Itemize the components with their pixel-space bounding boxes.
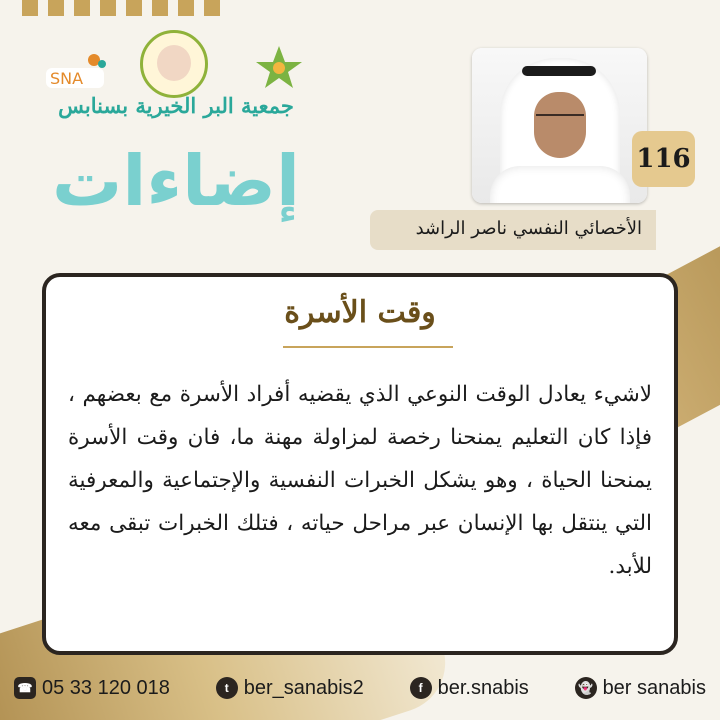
charity-emblem (140, 30, 208, 98)
twitter-contact[interactable] (216, 677, 364, 700)
phone-icon: ☎ (14, 677, 36, 699)
svg-text:SNA: SNA (50, 69, 84, 88)
twitter-handle: ber_sanabis2 (243, 676, 364, 699)
facebook-handle: ber.snabis (437, 676, 529, 699)
snapchat-handle: ber sanabis (602, 676, 706, 699)
charity-name: جمعية البر الخيرية بسنابس (58, 93, 294, 118)
ministry-logo (252, 42, 306, 96)
article-card (42, 273, 678, 655)
facebook-icon: f (410, 677, 432, 699)
contact-footer (14, 675, 706, 701)
article-body: لاشيء يعادل الوقت النوعي الذي يقضيه أفراد الأسرة مع بعضهم ، فإذا كان التعليم يمنحنا رخصة لمزاولة مهنة ما، فان وقت الأسرة يمنحنا الحياة ، وهو يشكل الخبرات النفسية والإجتماعية والمعرفية التي ينتقل بها الإنسان عبر مراحل حياته ، فتلك الخبرات تبقى معه للأبد. (68, 382, 652, 579)
title-art (52, 140, 312, 250)
sna-logo (44, 50, 108, 96)
title-art-text: إضاءات (52, 140, 301, 222)
author-name: الأخصائي النفسي ناصر الراشد (415, 218, 642, 239)
twitter-icon: t (216, 677, 238, 699)
author-photo (472, 48, 647, 203)
snapchat-icon: 👻 (575, 677, 597, 699)
facebook-contact[interactable] (410, 677, 529, 700)
author-bar (336, 210, 656, 254)
snapchat-contact[interactable] (575, 677, 706, 700)
phone-number: 05 33 120 018 (42, 676, 170, 699)
article-title: وقت الأسرة (284, 295, 436, 330)
top-gold-stripes (0, 0, 720, 16)
phone-contact[interactable] (14, 677, 170, 700)
issue-number-badge: 116 (632, 131, 695, 187)
title-underline (283, 346, 453, 348)
